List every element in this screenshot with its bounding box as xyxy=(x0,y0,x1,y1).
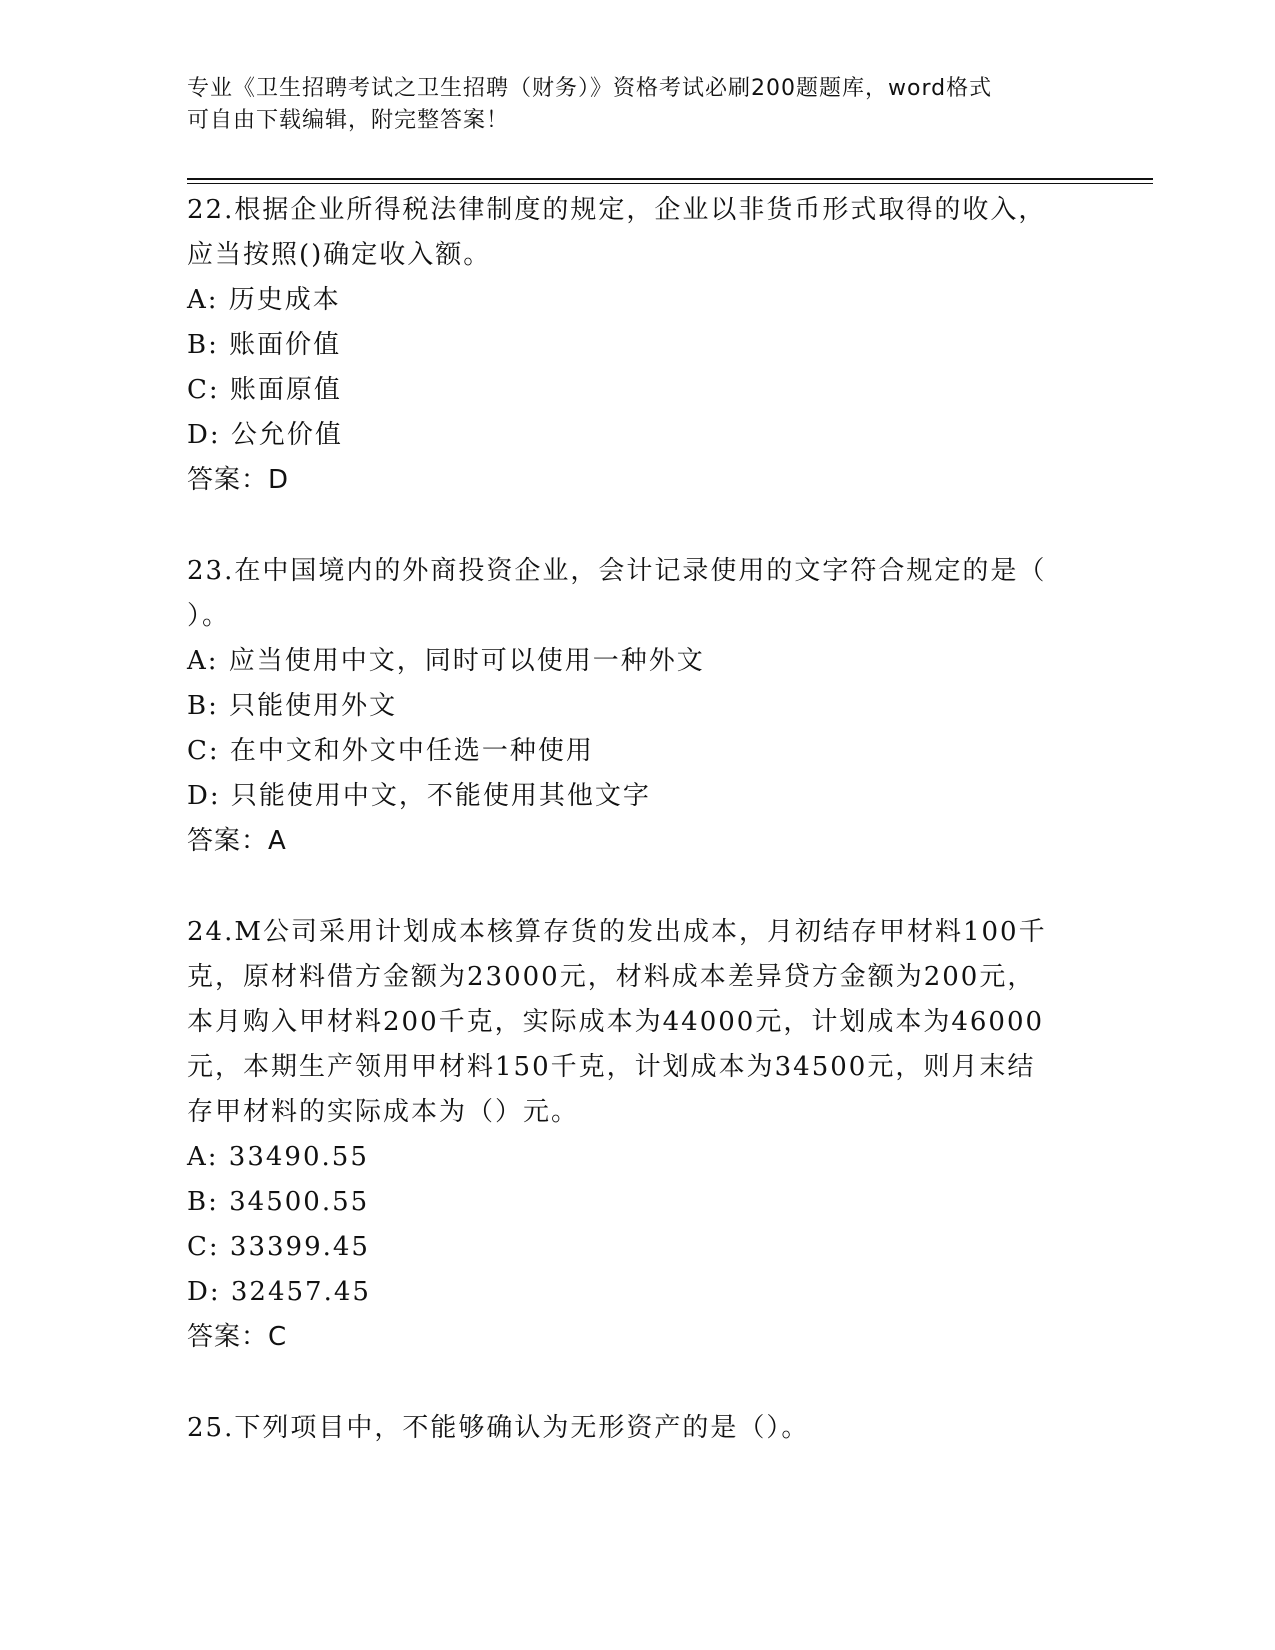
answer-line: 答案：A xyxy=(187,826,287,856)
option-c: C: 在中文和外文中任选一种使用 xyxy=(187,736,594,766)
question-text: 25.下列项目中，不能够确认为无形资产的是（）。 xyxy=(187,1413,810,1443)
question-text: 存甲材料的实际成本为（）元。 xyxy=(187,1097,580,1127)
answer-line: 答案：D xyxy=(187,465,290,495)
question-24 xyxy=(187,910,1087,1360)
question-text: 应当按照()确定收入额。 xyxy=(187,240,492,270)
question-text: 22.根据企业所得税法律制度的规定，企业以非货币形式取得的收入， xyxy=(187,195,1047,225)
question-text: 元，本期生产领用甲材料150千克，计划成本为34500元，则月末结 xyxy=(187,1052,1036,1082)
question-text: 23.在中国境内的外商投资企业，会计记录使用的文字符合规定的是（ xyxy=(187,556,1047,586)
option-d: D: 32457.45 xyxy=(187,1277,371,1307)
question-list xyxy=(187,188,1087,1497)
header-line-1: 专业《卫生招聘考试之卫生招聘（财务）》资格考试必刷200题题库，word格式 xyxy=(187,76,993,101)
answer-line: 答案：C xyxy=(187,1322,288,1352)
option-b: B: 账面价值 xyxy=(187,330,342,360)
header-divider-thin xyxy=(187,183,1153,184)
question-22 xyxy=(187,188,1087,503)
question-text: 24.M公司采用计划成本核算存货的发出成本，月初结存甲材料100千 xyxy=(187,917,1047,947)
question-text: ）。 xyxy=(187,601,231,631)
question-23 xyxy=(187,549,1087,864)
document-header xyxy=(187,73,1087,137)
option-a: A: 应当使用中文，同时可以使用一种外文 xyxy=(187,646,705,676)
option-c: C: 33399.45 xyxy=(187,1232,370,1262)
header-line-2: 可自由下载编辑，附完整答案！ xyxy=(187,108,510,133)
question-text: 本月购入甲材料200千克，实际成本为44000元，计划成本为46000 xyxy=(187,1007,1045,1037)
question-25 xyxy=(187,1406,1087,1451)
option-a: A: 33490.55 xyxy=(187,1142,369,1172)
option-d: D: 只能使用中文，不能使用其他文字 xyxy=(187,781,651,811)
question-text: 克，原材料借方金额为23000元，材料成本差异贷方金额为200元， xyxy=(187,962,1036,992)
option-c: C: 账面原值 xyxy=(187,375,342,405)
option-b: B: 34500.55 xyxy=(187,1187,370,1217)
header-divider-thick xyxy=(187,178,1153,180)
option-b: B: 只能使用外文 xyxy=(187,691,398,721)
option-a: A: 历史成本 xyxy=(187,285,341,315)
option-d: D: 公允价值 xyxy=(187,420,343,450)
